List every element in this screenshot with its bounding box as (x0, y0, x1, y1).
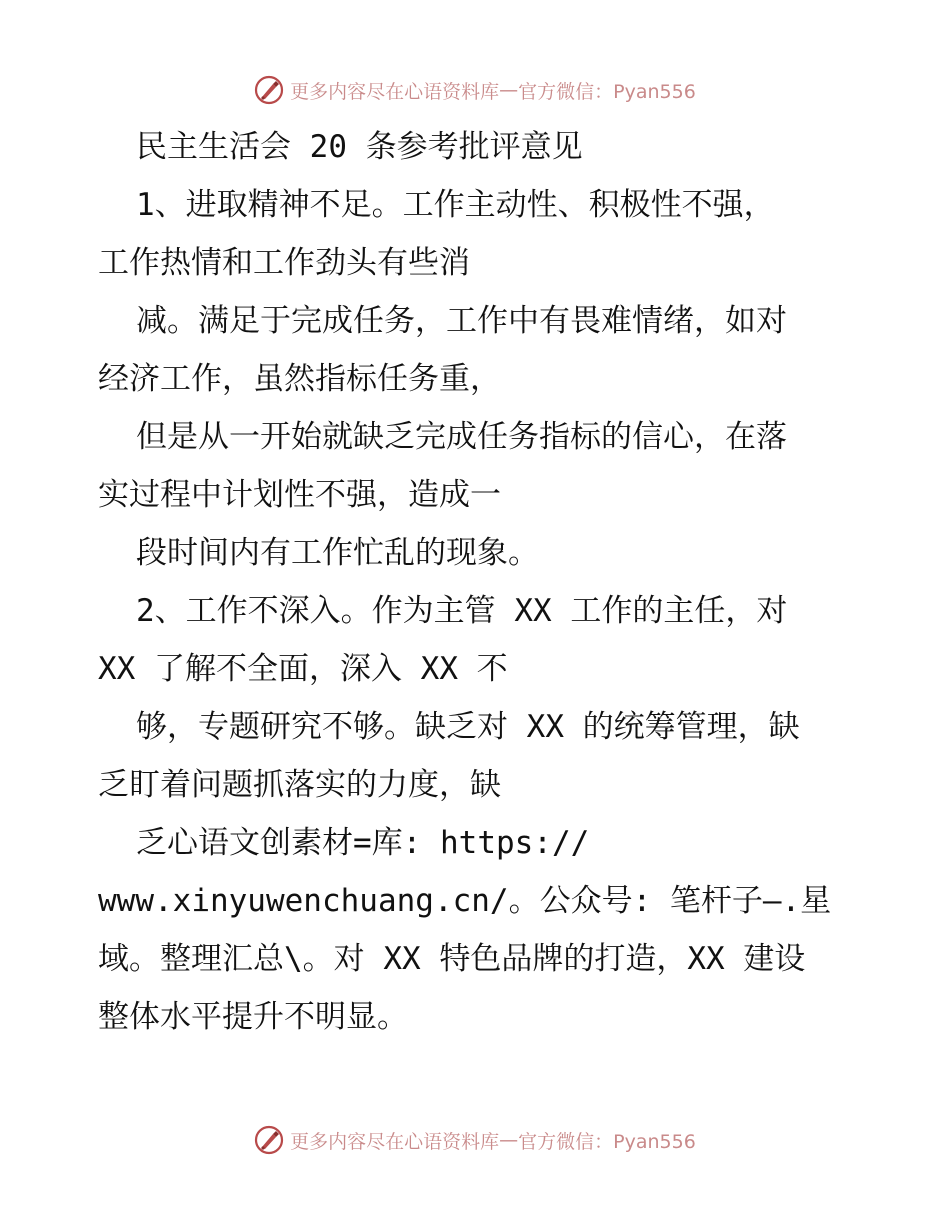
header-separator: — (499, 79, 519, 101)
pen-logo-icon (254, 75, 284, 105)
pen-logo-icon (254, 1125, 284, 1155)
document-line: 段时间内有工作忙乱的现象。 (136, 535, 539, 571)
document-line: 1、进取精神不足。工作主动性、积极性不强， (136, 187, 775, 223)
document-line: 工作热情和工作劲头有些消 (98, 245, 470, 281)
document-line: 经济工作，虽然指标任务重， (98, 361, 501, 397)
footer-slogan: 更多内容尽在心语资料库 (290, 1130, 500, 1153)
document-line: 实过程中计划性不强，造成一 (98, 477, 501, 513)
document-line: 民主生活会 20 条参考批评意见 (136, 129, 583, 165)
document-line: 够，专题研究不够。缺乏对 XX 的统筹管理，缺 (136, 709, 800, 745)
footer-watermark (0, 1122, 950, 1158)
header-slogan: 更多内容尽在心语资料库 (290, 80, 500, 103)
document-line: www.xinyuwenchuang.cn/。公众号: 笔杆子—.星 (98, 883, 832, 919)
header-wechat: 官方微信：Pyan556 (518, 80, 696, 103)
header-watermark (0, 72, 950, 108)
document-line: 但是从一开始就缺乏完成任务指标的信心，在落 (136, 419, 787, 455)
document-line: 乏心语文创素材=库: https:// (136, 825, 590, 861)
document-line: 减。满足于完成任务，工作中有畏难情绪，如对 (136, 303, 787, 339)
document-line: 乏盯着问题抓落实的力度，缺 (98, 767, 501, 803)
document-line: 整体水平提升不明显。 (98, 999, 408, 1035)
document-body (98, 118, 858, 1046)
document-line: XX 了解不全面，深入 XX 不 (98, 651, 508, 687)
footer-separator: — (499, 1129, 519, 1151)
footer-wechat: 官方微信：Pyan556 (518, 1130, 696, 1153)
document-line: 域。整理汇总\。对 XX 特色品牌的打造，XX 建设 (98, 941, 806, 977)
document-line: 2、工作不深入。作为主管 XX 工作的主任，对 (136, 593, 788, 629)
